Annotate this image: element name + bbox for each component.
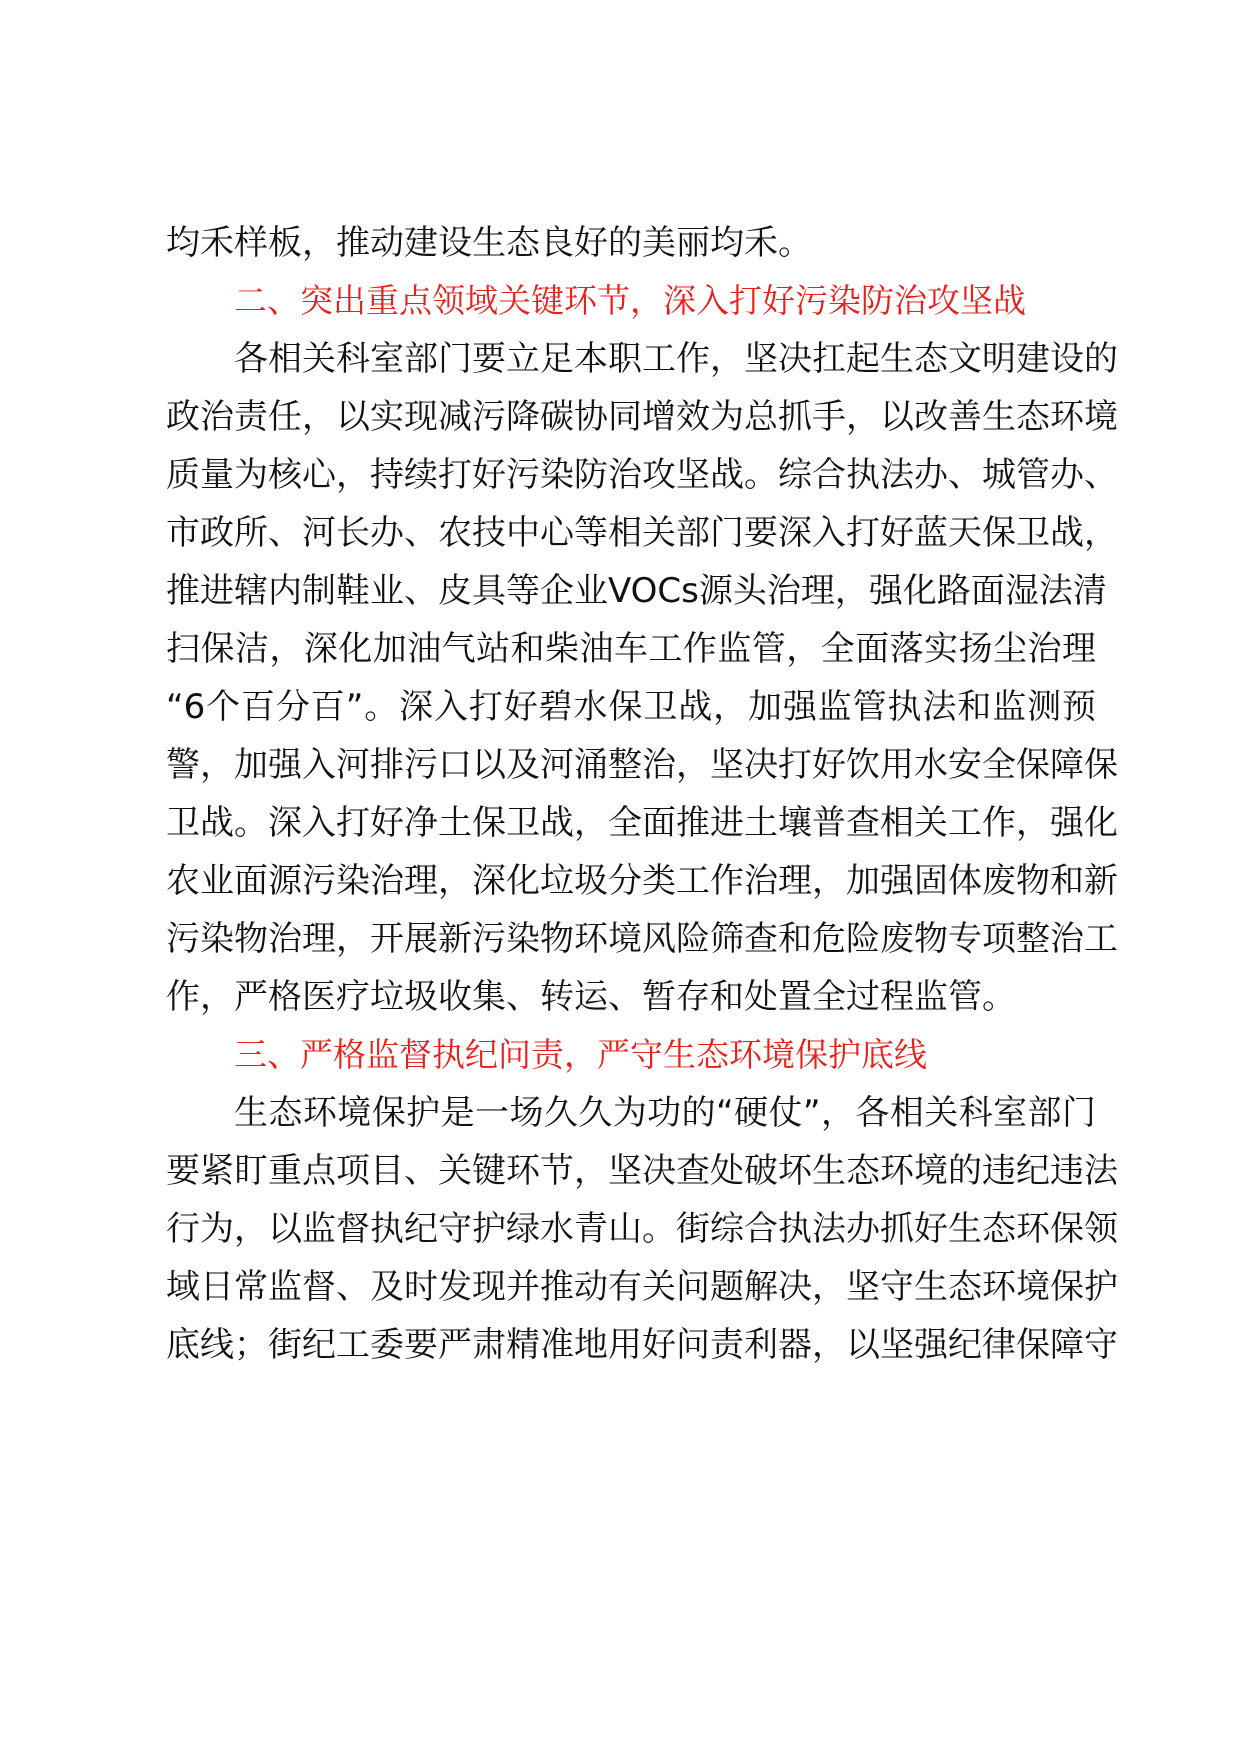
section-heading-2: 二、突出重点领域关键环节，深入打好污染防治攻坚战 bbox=[234, 281, 1026, 320]
body-line: 政治责任，以实现减污降碳协同增效为总抓手，以改善生态环境 bbox=[166, 397, 1118, 437]
body-line: 农业面源污染治理，深化垃圾分类工作治理，加强固体废物和新 bbox=[166, 861, 1118, 901]
section-heading-3: 三、严格监督执纪问责，严守生态环境保护底线 bbox=[234, 1035, 927, 1074]
body-line: 扫保洁，深化加油气站和柴油车工作监管，全面落实扬尘治理 bbox=[166, 629, 1096, 669]
body-line: 生态环境保护是一场久久为功的“硬仗”，各相关科室部门 bbox=[234, 1093, 1096, 1133]
body-line: 底线；街纪工委要严肃精准地用好问责利器，以坚强纪律保障守 bbox=[166, 1325, 1118, 1365]
body-line: 要紧盯重点项目、关键环节，坚决查处破坏生态环境的违纪违法 bbox=[166, 1151, 1118, 1191]
body-line: 警，加强入河排污口以及河涌整治，坚决打好饮用水安全保障保 bbox=[166, 745, 1118, 785]
body-line: 市政所、河长办、农技中心等相关部门要深入打好蓝天保卫战， bbox=[166, 513, 1118, 553]
body-line: 作，严格医疗垃圾收集、转运、暂存和处置全过程监管。 bbox=[166, 977, 1016, 1017]
body-line: 污染物治理，开展新污染物环境风险筛查和危险废物专项整治工 bbox=[166, 919, 1118, 959]
body-line: 推进辖内制鞋业、皮具等企业VOCs源头治理，强化路面湿法清 bbox=[166, 571, 1107, 611]
body-line: 质量为核心，持续打好污染防治攻坚战。综合执法办、城管办、 bbox=[166, 455, 1118, 495]
body-line: 均禾样板，推动建设生态良好的美丽均禾。 bbox=[166, 223, 812, 263]
body-line: “6个百分百”。深入打好碧水保卫战，加强监管执法和监测预 bbox=[166, 687, 1096, 727]
body-line: 卫战。深入打好净土保卫战，全面推进土壤普查相关工作，强化 bbox=[166, 803, 1118, 843]
body-line: 各相关科室部门要立足本职工作，坚决扛起生态文明建设的 bbox=[234, 339, 1118, 379]
body-line: 域日常监督、及时发现并推动有关问题解决，坚守生态环境保护 bbox=[166, 1267, 1118, 1307]
body-line: 行为，以监督执纪守护绿水青山。街综合执法办抓好生态环保领 bbox=[166, 1209, 1118, 1249]
